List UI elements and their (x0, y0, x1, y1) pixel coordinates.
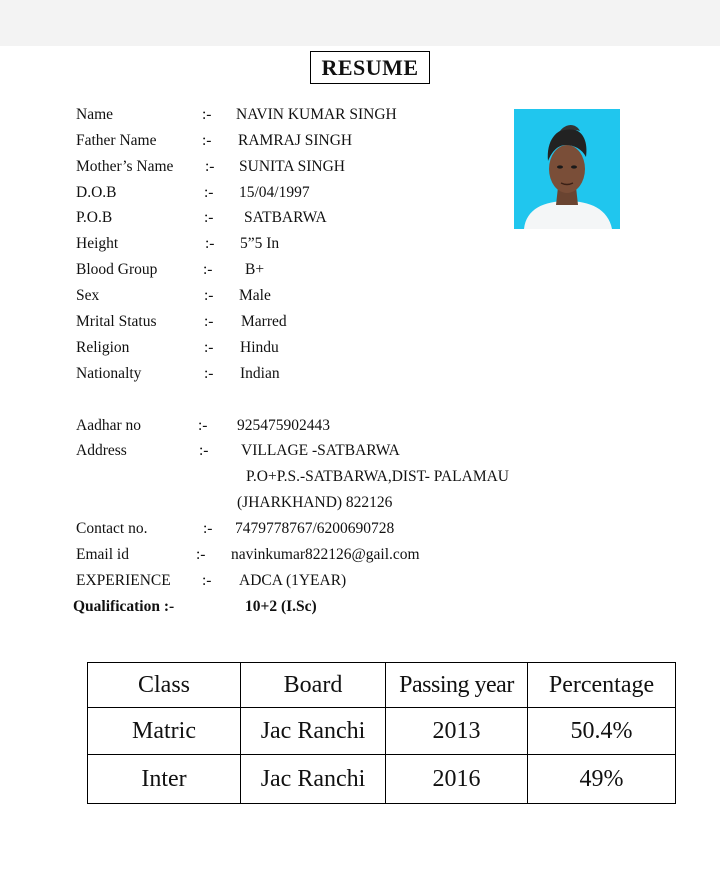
field-label: Mrital Status (76, 313, 157, 330)
cell-class: Inter (88, 755, 241, 804)
field-value: NAVIN KUMAR SINGH (236, 106, 397, 123)
cell-percentage: 49% (528, 755, 676, 804)
cell-passing-year: 2013 (386, 708, 528, 755)
field-label: Religion (76, 339, 130, 356)
field-label: EXPERIENCE (76, 572, 171, 589)
address-line-2: P.O+P.S.-SATBARWA,DIST- PALAMAU (246, 468, 509, 485)
cell-passing-year: 2016 (386, 755, 528, 804)
field-separator: :- (205, 235, 215, 252)
field-label: Name (76, 106, 114, 123)
cell-percentage: 50.4% (528, 708, 676, 755)
field-label: Address (76, 442, 127, 459)
cell-board: Jac Ranchi (241, 755, 386, 804)
cell-class: Matric (88, 708, 241, 755)
qualification-table (87, 662, 676, 804)
field-value: Marred (241, 313, 287, 330)
person-portrait-icon (514, 109, 620, 229)
field-separator: :- (204, 184, 214, 201)
header-board: Board (241, 663, 386, 708)
top-bar (0, 0, 720, 46)
table-row (88, 755, 676, 804)
field-value: Indian (240, 365, 280, 382)
header-class: Class (88, 663, 241, 708)
header-passing-year: Passing year (386, 663, 528, 708)
field-label: Mother’s Name (76, 158, 174, 175)
table-header-row (88, 663, 676, 708)
field-label: Sex (76, 287, 100, 304)
field-label: Father Name (76, 132, 157, 149)
field-value: 15/04/1997 (239, 184, 310, 201)
field-label: P.O.B (76, 209, 113, 226)
field-separator: :- (199, 442, 209, 459)
cell-board: Jac Ranchi (241, 708, 386, 755)
field-separator: :- (198, 417, 208, 434)
field-label: Contact no. (76, 520, 148, 537)
field-value: 7479778767/6200690728 (235, 520, 395, 537)
field-separator: :- (202, 132, 212, 149)
field-label: Blood Group (76, 261, 158, 278)
field-value: SUNITA SINGH (239, 158, 345, 175)
field-label: Aadhar no (76, 417, 141, 434)
field-value: Male (239, 287, 271, 304)
field-label: Qualification :- (73, 598, 175, 615)
field-value: navinkumar822126@gail.com (231, 546, 420, 563)
field-separator: :- (203, 520, 213, 537)
field-label: Email id (76, 546, 129, 563)
field-value: SATBARWA (244, 209, 327, 226)
field-value: 925475902443 (237, 417, 330, 434)
address-line-1: VILLAGE -SATBARWA (241, 442, 400, 459)
field-value: Hindu (240, 339, 279, 356)
field-value: RAMRAJ SINGH (238, 132, 353, 149)
table-row (88, 708, 676, 755)
field-label: Nationalty (76, 365, 142, 382)
field-value: 10+2 (I.Sc) (245, 598, 317, 615)
field-label: D.O.B (76, 184, 117, 201)
field-separator: :- (196, 546, 206, 563)
field-separator: :- (204, 287, 214, 304)
resume-title: RESUME (310, 51, 430, 84)
profile-photo (514, 109, 620, 229)
field-separator: :- (202, 572, 212, 589)
field-separator: :- (204, 365, 214, 382)
address-line-3: (JHARKHAND) 822126 (237, 494, 393, 511)
field-separator: :- (202, 106, 212, 123)
field-label: Height (76, 235, 119, 252)
field-value: B+ (245, 261, 265, 278)
field-value: ADCA (1YEAR) (239, 572, 347, 589)
field-separator: :- (204, 313, 214, 330)
field-separator: :- (204, 209, 214, 226)
field-separator: :- (203, 261, 213, 278)
field-value: 5”5 In (240, 235, 280, 252)
field-separator: :- (204, 339, 214, 356)
header-percentage: Percentage (528, 663, 676, 708)
field-separator: :- (205, 158, 215, 175)
